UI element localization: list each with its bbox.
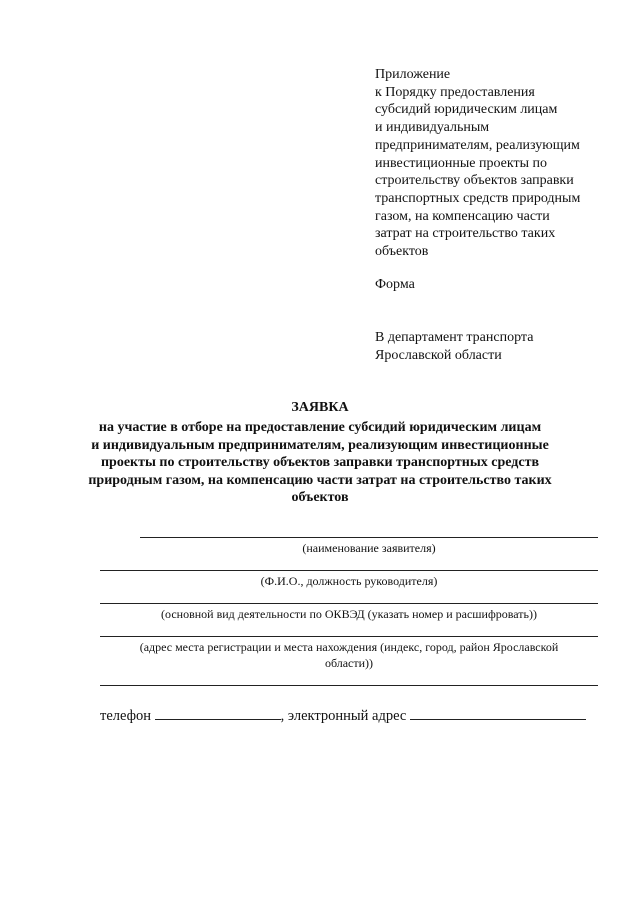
phone-field[interactable]	[155, 706, 281, 720]
okved-line[interactable]	[100, 603, 598, 604]
subtitle-line: природным газом, на компенсацию части затрат на строительство таких	[88, 472, 552, 488]
appendix-line: и индивидуальным	[375, 120, 490, 136]
appendix-line: к Порядку предоставления	[375, 84, 535, 100]
document-title: ЗАЯВКА	[291, 400, 349, 415]
appendix-line: субсидий юридическим лицам	[375, 102, 558, 118]
address-caption-line: (адрес места регистрации и места нахождения (индекс, город, район Ярославской	[139, 640, 559, 654]
appendix-note	[375, 66, 615, 261]
applicant-name-line[interactable]	[140, 537, 598, 538]
address-caption-line: области))	[324, 655, 374, 670]
subtitle-line: проекты по строительству объектов заправки транспортных средств	[100, 455, 540, 470]
document-subtitle	[80, 419, 560, 507]
phone-label: телефон	[100, 708, 152, 724]
address-continuation-line[interactable]	[100, 685, 598, 686]
appendix-line: объектов	[375, 244, 429, 260]
appendix-line: предпринимателям, реализующим	[375, 137, 580, 153]
contact-row	[100, 706, 600, 725]
email-label: , электронный адрес	[280, 708, 407, 724]
appendix-line: транспортных средств природным	[375, 190, 581, 206]
address-line[interactable]	[100, 636, 598, 637]
head-name-caption: (Ф.И.О., должность руководителя)	[260, 574, 438, 588]
appendix-line: строительству объектов заправки	[375, 173, 574, 189]
appendix-line: инвестиционные проекты по	[375, 155, 547, 171]
head-name-line[interactable]	[100, 570, 598, 571]
recipient-line: Ярославской области	[375, 348, 502, 363]
recipient-line: В департамент транспорта	[375, 330, 534, 345]
okved-caption: (основной вид деятельности по ОКВЭД (указать номер и расшифровать))	[161, 607, 537, 621]
form-label: Форма	[375, 277, 415, 292]
subtitle-line: объектов	[291, 490, 349, 505]
address-caption	[100, 640, 598, 671]
appendix-line: Приложение	[375, 67, 451, 82]
applicant-name-caption: (наименование заявителя)	[302, 541, 436, 555]
appendix-line: затрат на строительство таких	[375, 226, 556, 242]
appendix-line: газом, на компенсацию части	[375, 208, 550, 224]
email-field[interactable]	[410, 706, 586, 720]
recipient-block	[375, 329, 533, 365]
subtitle-line: и индивидуальным предпринимателям, реализующим инвестиционные	[91, 437, 549, 453]
subtitle-line: на участие в отборе на предоставление субсидий юридическим лицам	[98, 420, 542, 435]
